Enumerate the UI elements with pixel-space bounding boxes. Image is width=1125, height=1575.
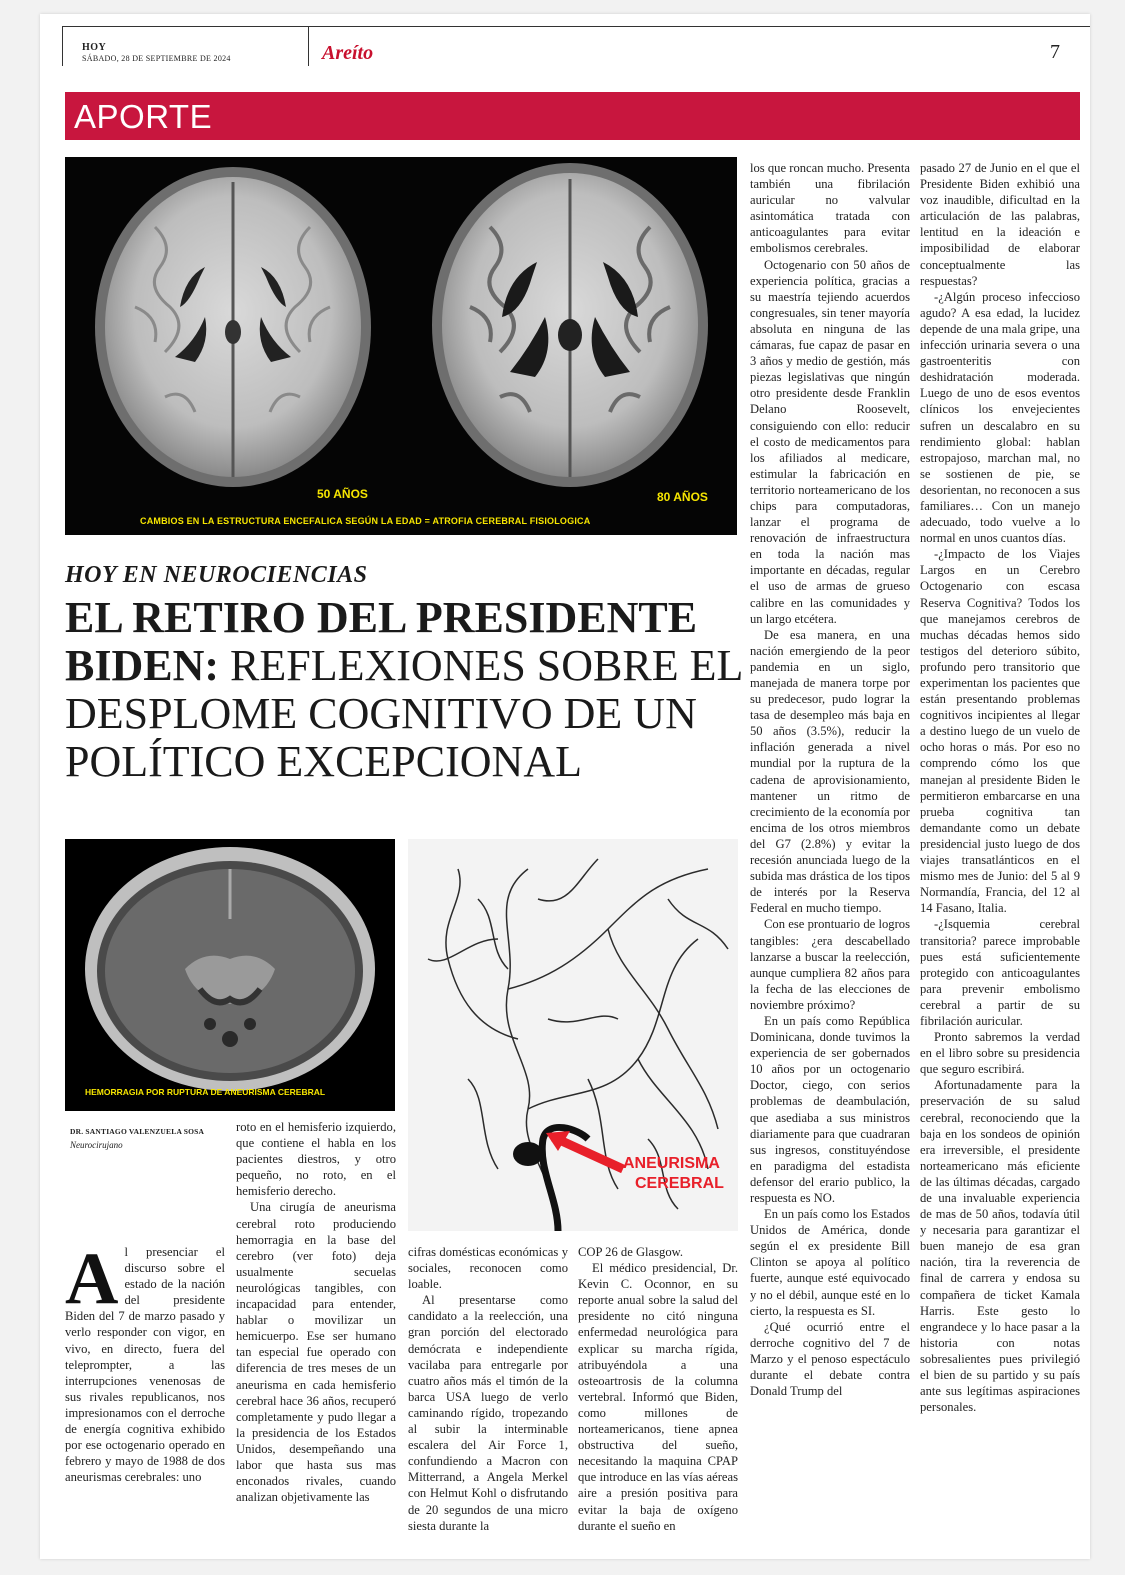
section-band xyxy=(65,92,1080,140)
paragraph: Con ese prontuario de logros tangibles: ¿era descabellado lanzarse a buscar la reelección, aunque cumpliera 82 años para la fecha de las elecciones de noviembre próximo? xyxy=(750,917,910,1012)
ct-scan-image xyxy=(65,839,395,1111)
article-column-5 xyxy=(750,160,910,1399)
mri-brain-illustration xyxy=(65,157,737,535)
section-name: Areíto xyxy=(322,42,374,64)
headline xyxy=(65,594,755,786)
newspaper-name: HOY xyxy=(82,42,107,53)
article-column-6 xyxy=(920,160,1080,1415)
drop-cap: A xyxy=(65,1238,119,1320)
paragraph-text: l presenciar el discurso sobre el estado de la nación del presidente Biden del 7 de marzo pasado y verlo responder con vigor, en vivo, en directo, fuera del teleprompter, a las interrupciones venenosas de sus rivales republicanos, nos impresionamos con el derroche de energía cognitiva exhibido por ese octogenario operado en febrero y mayo de 1988 de dos aneurismas cerebrales: uno xyxy=(65,1245,225,1485)
angio-label-line1: ANEURISMA xyxy=(623,1155,720,1172)
header-left-rule xyxy=(62,26,63,66)
paragraph: De esa manera, en una nación emergiendo de la peor pandemia en un siglo, manejada de manera torpe por su predecesor, pudo lograr la tasa de desempleo más baja en 50 años (3.5%), reducir la inflación generada a nivel mundial por la ruptura de la cadena de aprovisionamiento, mantener un ritmo de crecimiento de la economía por encima de los otros miembros del G7 (2.8%) y evitar la recesión anunciada luego de la subida mas drástica de los tipos de interés por la Reserva Federal en mucho tiempo. xyxy=(750,627,910,916)
paragraph: Pronto sabremos la verdad en el libro sobre su presidencia que seguro escribirá. xyxy=(920,1030,1080,1077)
paragraph: El médico presidencial, Dr. Kevin C. Oconnor, en su reporte anual sobre la salud del presidente no citó ninguna enfermedad neurológica para explicar su marcha rígida, atribuyéndola a una osteoartrosis de la columna vertebral. Informó que Biden, como millones de norteamericanos, tiene apnea obstructiva del sueño, necesitando la maquina CPAP que introduce en las vías aéreas aire a presión positiva para evitar la baja de oxígeno durante el sueño en xyxy=(578,1261,738,1533)
paragraph: COP 26 de Glasgow. xyxy=(578,1245,684,1259)
paragraph: ¿Qué ocurrió entre el derroche cognitivo del 7 de Marzo y el penoso espectáculo durante el debate contra Donald Trump del xyxy=(750,1319,910,1399)
mri-comparison-image xyxy=(65,157,737,535)
mri-caption: CAMBIOS EN LA ESTRUCTURA ENCEFALICA SEGÚN LA EDAD = ATROFIA CEREBRAL FISIOLOGICA xyxy=(140,516,591,526)
author-role: Neurocirujano xyxy=(70,1140,123,1150)
paragraph xyxy=(65,1238,225,1485)
author-name: DR. SANTIAGO VALENZUELA SOSA xyxy=(70,1127,205,1136)
paragraph: los que roncan mucho. Presenta también una fibrilación auricular no valvular asintomática tratada con anticoagulantes para evitar embolismos cerebrales. xyxy=(750,161,910,256)
ct-caption: HEMORRAGIA POR RUPTURA DE ANEURISMA CEREBRAL xyxy=(85,1087,326,1097)
kicker: HOY EN NEUROCIENCIAS xyxy=(65,562,368,588)
headline-light: REFLEXIONES SOBRE EL DESPLOME COGNITIVO DE UN POLÍTICO EXCEPCIONAL xyxy=(65,641,742,786)
paragraph: pasado 27 de Junio en el que el Presidente Biden exhibió una voz inaudible, dificultad en la articulación de las palabras, lentitud en la ideación e imposibilidad de elaborar conceptualmente las respuestas? xyxy=(920,161,1080,288)
paragraph: -¿Isquemia cerebral transitoria? parece improbable pues está suficientemente protegido con anticoagulantes para prevenir embolismo cerebral a partir de su fibrilación auricular. xyxy=(920,917,1080,1028)
angio-label-line2: CEREBRAL xyxy=(635,1175,724,1192)
section-band-label: APORTE xyxy=(74,98,213,135)
article-column-2 xyxy=(236,1119,396,1505)
article-column-4 xyxy=(578,1244,738,1534)
paragraph: cifras domésticas económicas y sociales, reconocen como loable. xyxy=(408,1245,568,1292)
paragraph: -¿Algún proceso infeccioso agudo? A esa edad, la lucidez depende de una mala gripe, una infección urinaria severa o una gastroenteritis con deshidratación moderada. Luego de uno de esos eventos clínicos los envejecientes sufren un descalabro en su rendimiento global: hablan estropajoso, marchan mal, no se sostienen de pie, se desorientan, no reconocen a sus familiares… Con un manejo adecuado, todo vuelve a lo normal en unos cuantos días. xyxy=(920,289,1080,546)
headline-bold: EL RETIRO DEL PRESIDENTE BIDEN: xyxy=(65,593,698,690)
paragraph: En un país como los Estados Unidos de América, donde según el ex presidente Bill Clinton se apoya al político fuerte, aunque esté equivocado y no el débil, aunque esté en lo cierto, la respuesta es SI. xyxy=(750,1207,910,1318)
paragraph: Afortunadamente para la preservación de su salud cerebral, reconociendo que la baja en los sondeos de opinión era irreversible, el presidente norteamericano más eficiente de las últimas décadas, cargado de una invaluable experiencia de mas de 50 años, todavía útil y necesaria para garantizar el buen manejo de esa gran nación, tira la reverencia de final de carrera y endosa su compañera de ticket Kamala Harris. Este gesto lo engrandece y lo hace pasar a la historia con notas sobresalientes pues privilegió el bien de su partido y su país ante sus legítimas aspiraciones personales. xyxy=(920,1078,1080,1415)
paragraph: Octogenario con 50 años de experiencia política, gracias a su maestría tejiendo acuerdos congresuales, sin tener mayoría absoluta en ninguna de las cámaras, fue capaz de pasar en 3 años y medio de gestión, más piezas legislativas que ningún otro presidente desde Franklin Delano Roosevelt, consiguiendo con ello: reducir el costo de medicamentos para los afiliados al medicare, estimular la fabricación en territorio norteamericano de los chips para computadoras, lanzar el programa de renovación de infraestructura en toda la nación mas importante en décadas, regular el uso de armas de grueso calibre en las comunidades y un largo etcétera. xyxy=(750,257,910,626)
paragraph: En un país como República Dominicana, donde tuvimos la experiencia de ser gobernados 10 años por un octogenario Doctor, ciego, con serios problemas de deambulación, que asediaba a sus ministros diariamente para que cuadraran sus ingresos, constituyéndose en paradigma del estadista defensor del erario publico, la respuesta es NO. xyxy=(750,1013,910,1205)
newspaper-page xyxy=(40,14,1090,1559)
header-top-rule xyxy=(62,26,1090,27)
mri-label-80: 80 AÑOS xyxy=(657,490,708,504)
paragraph: Una cirugía de aneurisma cerebral roto produciendo hemorragia en la base del cerebro (ver foto) deja usualmente secuelas neurológicas tangibles, con incapacidad para entender, hablar o movilizar un hemicuerpo. Ese ser humano tan especial fue operado con diferencia de tres meses de un aneurisma en cada hemisferio cerebral hace 36 años, recuperó completamente y pudo llegar a la presidencia de los Estados Unidos, desempeñando una labor que hasta sus mas enconados rivales, cuando analizan objetivamente las xyxy=(236,1200,396,1505)
paragraph: Al presentarse como candidato a la reelección, una gran porción del electorado demócrata e independiente vacilaba para entregarle por cuatro años más el timón de la barca USA luego de verlo caminando rígido, tropezando al subir la interminable escalera del Air Force 1, confundiendo a Macron con Mitterrand, a Angela Merkel con Helmut Kohl o disfrutando de 20 segundos de una micro siesta durante la xyxy=(408,1293,568,1533)
paragraph: -¿Impacto de los Viajes Largos en un Cerebro Octogenario con escasa Reserva Cognitiva? Todos los que manejamos cerebros de muchas décadas hemos sido testigos del deterioro súbito, profundo pero transitorio que experimentan los pacientes que están presentando problemas cognitivos incipientes al llegar a destino luego de un vuelo de ocho horas o más. Por eso no comprendo cómo los que manejan al presidente Biden le permitieron embarcarse en una prueba cognitiva tan demandante como un debate presidencial justo luego de dos viajes transatlánticos en el mismo mes de Junio: del 5 al 9 Normandía, Francia, del 12 al 14 Fasano, Italia. xyxy=(920,547,1080,916)
paragraph: roto en el hemisferio izquierdo, que contiene el habla en los pacientes diestros, y otro pequeño, no roto, en el hemisferio derecho. xyxy=(236,1120,396,1199)
header-divider-rule xyxy=(308,26,309,66)
mri-label-50: 50 AÑOS xyxy=(317,487,368,501)
article-column-1 xyxy=(65,1238,225,1485)
ct-scan-illustration xyxy=(65,839,395,1111)
page-number: 7 xyxy=(1050,41,1060,63)
issue-date: SÁBADO, 28 DE SEPTIEMBRE DE 2024 xyxy=(82,54,231,63)
article-column-3 xyxy=(408,1244,568,1534)
